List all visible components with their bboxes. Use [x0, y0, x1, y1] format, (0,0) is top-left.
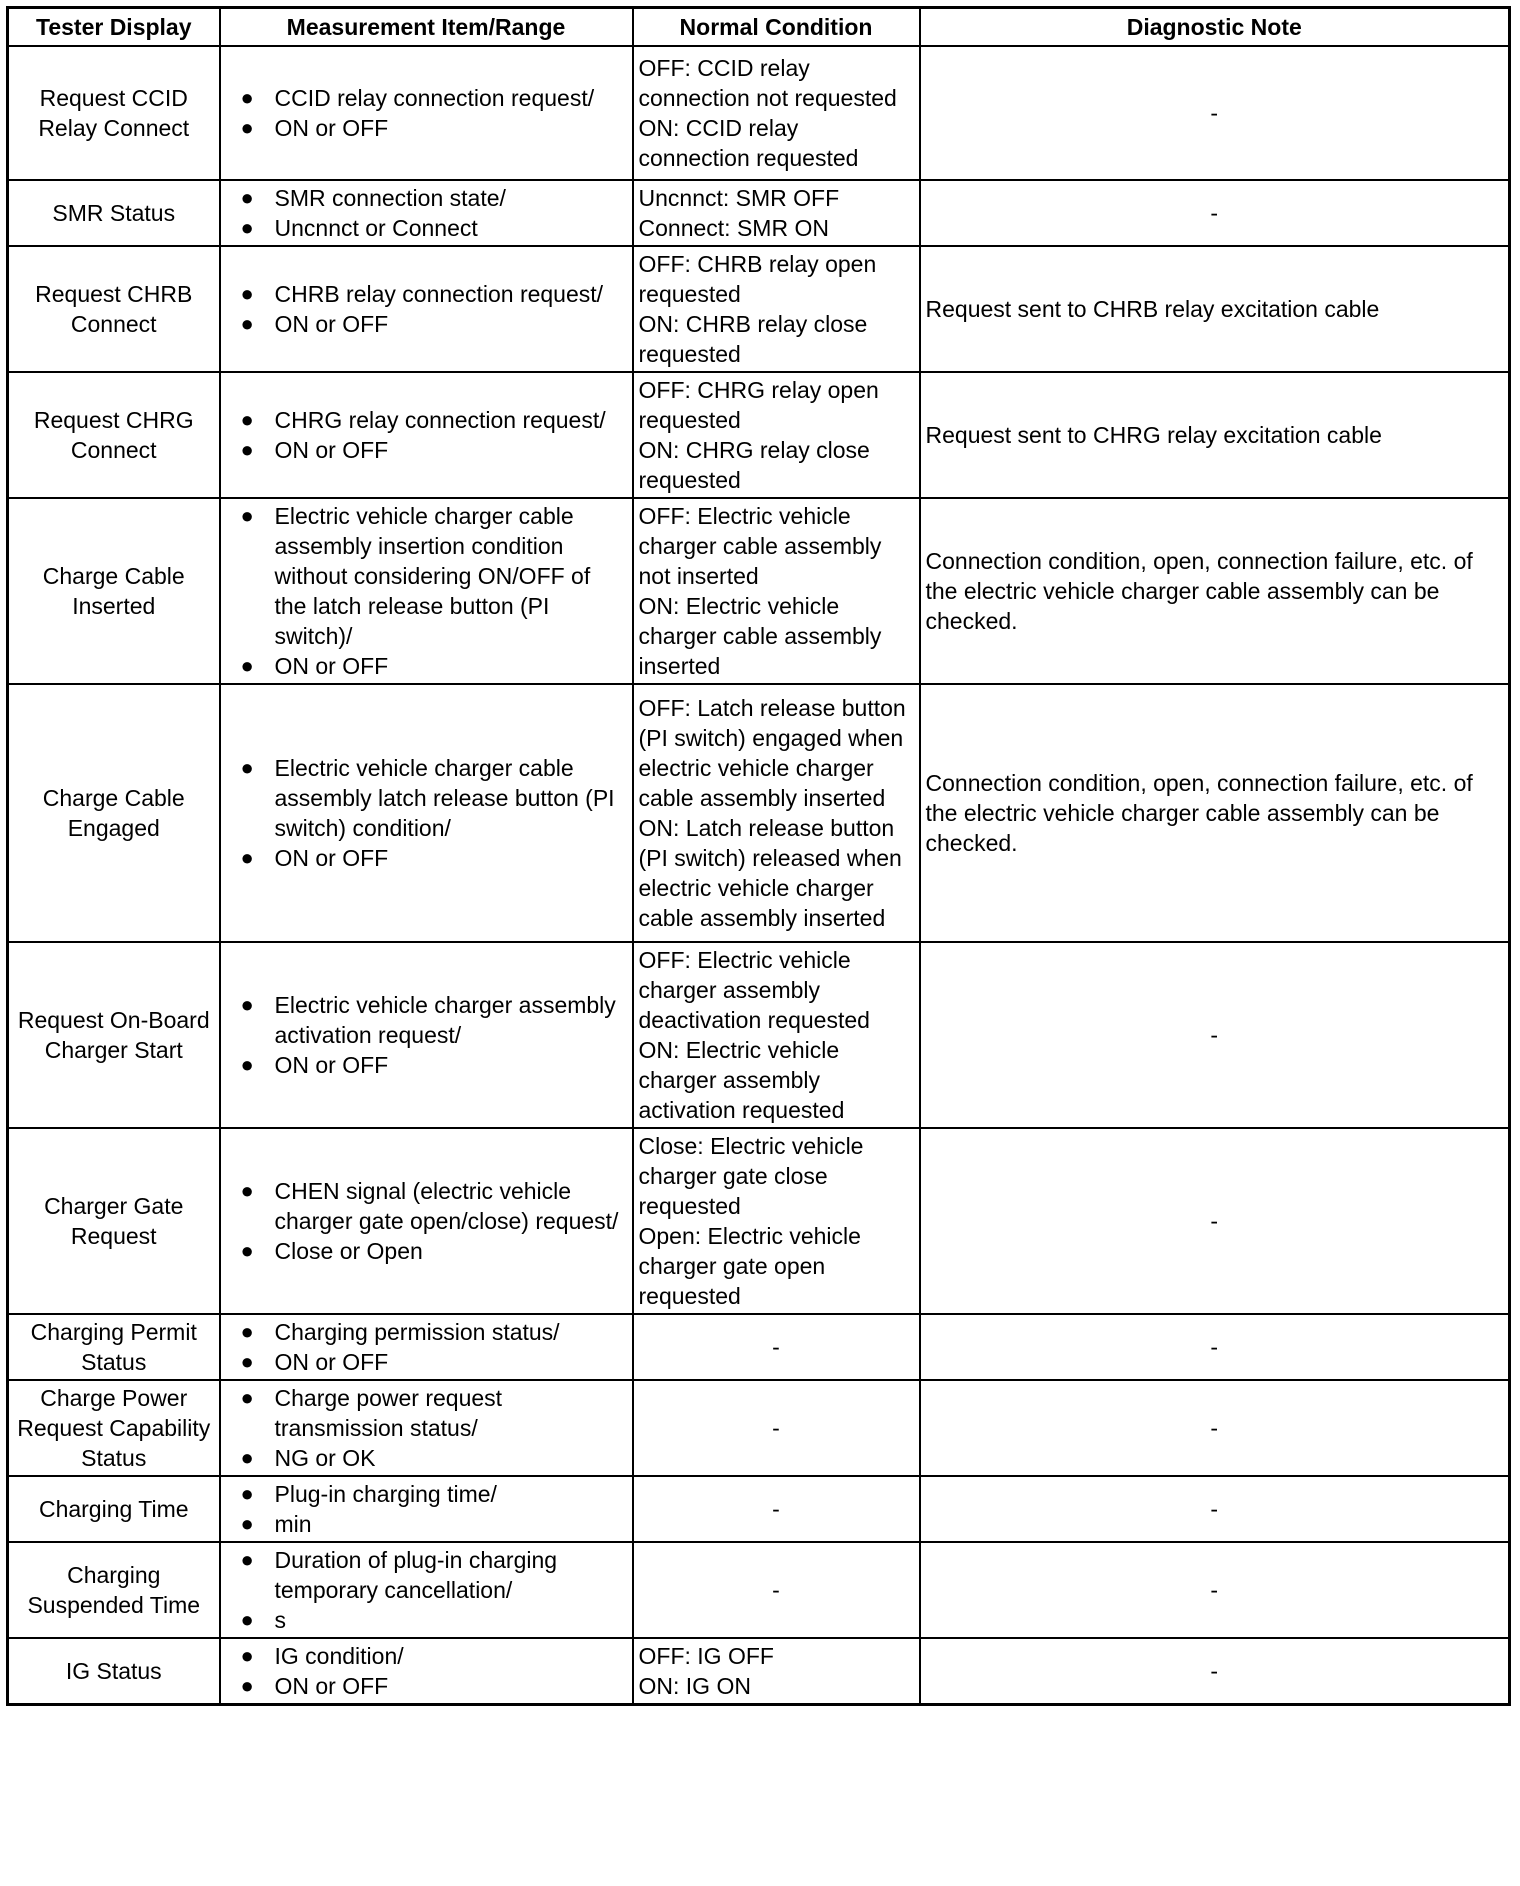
measurement-bullet-item: [241, 990, 626, 1050]
bullet-icon: ●: [240, 85, 254, 110]
table-row: [8, 1314, 1510, 1380]
cell-measurement-item-range: [220, 684, 633, 942]
measurement-bullet-item: [241, 1605, 626, 1635]
measurement-bullet-list: [241, 183, 626, 243]
cell-diagnostic-note: -: [920, 1542, 1510, 1638]
cell-diagnostic-note: Request sent to CHRG relay excitation cable: [920, 372, 1510, 498]
bullet-icon: ●: [240, 311, 254, 336]
table-row: [8, 498, 1510, 684]
measurement-bullet-item: [241, 1443, 626, 1473]
table-row: [8, 46, 1510, 180]
cell-measurement-item-range: [220, 372, 633, 498]
bullet-icon: ●: [240, 1178, 254, 1203]
bullet-icon: ●: [240, 845, 254, 870]
measurement-bullet-list: [241, 753, 626, 873]
measurement-bullet-item: [241, 1050, 626, 1080]
table-row: [8, 1542, 1510, 1638]
bullet-icon: ●: [240, 1052, 254, 1077]
measurement-bullet-list: [241, 1176, 626, 1266]
measurement-text: ON or OFF: [274, 311, 389, 337]
measurement-bullet-list: [241, 83, 626, 143]
cell-normal-condition: OFF: CHRB relay open requested ON: CHRB relay close requested: [633, 246, 920, 372]
bullet-icon: ●: [240, 437, 254, 462]
cell-normal-condition: OFF: CCID relay connection not requested ON: CCID relay connection requested: [633, 46, 920, 180]
bullet-icon: ●: [240, 407, 254, 432]
bullet-icon: ●: [240, 1607, 254, 1632]
measurement-bullet-item: [241, 651, 626, 681]
measurement-bullet-item: [241, 1641, 626, 1671]
measurement-text: CHRB relay connection request/: [274, 281, 604, 307]
cell-diagnostic-note: -: [920, 1128, 1510, 1314]
measurement-bullet-item: [241, 1671, 626, 1701]
bullet-icon: ●: [240, 1385, 254, 1410]
measurement-text: CHEN signal (electric vehicle charger gate open/close) request/: [274, 1178, 619, 1234]
cell-diagnostic-note: Request sent to CHRB relay excitation cable: [920, 246, 1510, 372]
table-row: [8, 180, 1510, 246]
measurement-bullet-list: [241, 1641, 626, 1701]
cell-normal-condition: OFF: Latch release button (PI switch) engaged when electric vehicle charger cable assembly inserted ON: Latch release button (PI switch) released when electric vehicle charger cable assembly inserted: [633, 684, 920, 942]
cell-measurement-item-range: [220, 1638, 633, 1705]
cell-measurement-item-range: [220, 46, 633, 180]
bullet-icon: ●: [240, 281, 254, 306]
cell-diagnostic-note: -: [920, 180, 1510, 246]
measurement-bullet-list: [241, 990, 626, 1080]
measurement-text: IG condition/: [274, 1643, 404, 1669]
measurement-text: ON or OFF: [274, 1052, 389, 1078]
measurement-text: Duration of plug-in charging temporary cancellation/: [274, 1547, 558, 1603]
measurement-text: CCID relay connection request/: [274, 85, 595, 111]
bullet-icon: ●: [240, 1511, 254, 1536]
measurement-bullet-item: [241, 113, 626, 143]
cell-measurement-item-range: [220, 1542, 633, 1638]
measurement-bullet-item: [241, 213, 626, 243]
bullet-icon: ●: [240, 1481, 254, 1506]
table-header-row: [8, 8, 1510, 47]
measurement-text: Uncnnct or Connect: [274, 215, 478, 241]
document-page: [6, 6, 1508, 1706]
bullet-icon: ●: [240, 1349, 254, 1374]
measurement-text: ON or OFF: [274, 845, 389, 871]
header-normal-condition: Normal Condition: [633, 8, 920, 47]
measurement-bullet-item: [241, 1236, 626, 1266]
measurement-bullet-list: [241, 1545, 626, 1635]
cell-diagnostic-note: -: [920, 1476, 1510, 1542]
cell-tester-display: Charge Cable Engaged: [8, 684, 220, 942]
cell-measurement-item-range: [220, 1314, 633, 1380]
cell-tester-display: SMR Status: [8, 180, 220, 246]
measurement-bullet-item: [241, 843, 626, 873]
cell-tester-display: Request CCID Relay Connect: [8, 46, 220, 180]
cell-normal-condition: OFF: CHRG relay open requested ON: CHRG relay close requested: [633, 372, 920, 498]
measurement-bullet-item: [241, 309, 626, 339]
cell-measurement-item-range: [220, 1128, 633, 1314]
cell-diagnostic-note: Connection condition, open, connection failure, etc. of the electric vehicle charger cable assembly can be checked.: [920, 498, 1510, 684]
measurement-text: Plug-in charging time/: [274, 1481, 497, 1507]
measurement-text: ON or OFF: [274, 115, 389, 141]
cell-tester-display: Request CHRG Connect: [8, 372, 220, 498]
measurement-text: Charging permission status/: [274, 1319, 560, 1345]
measurement-bullet-list: [241, 279, 626, 339]
measurement-bullet-item: [241, 501, 626, 651]
table-row: [8, 684, 1510, 942]
bullet-icon: ●: [240, 1238, 254, 1263]
measurement-text: ON or OFF: [274, 653, 389, 679]
measurement-text: ON or OFF: [274, 1673, 389, 1699]
cell-tester-display: Charging Time: [8, 1476, 220, 1542]
header-diagnostic-note: Diagnostic Note: [920, 8, 1510, 47]
cell-tester-display: Request On-Board Charger Start: [8, 942, 220, 1128]
measurement-bullet-item: [241, 1317, 626, 1347]
measurement-bullet-list: [241, 1383, 626, 1473]
table-row: [8, 942, 1510, 1128]
cell-normal-condition: Close: Electric vehicle charger gate close requested Open: Electric vehicle charger gate open requested: [633, 1128, 920, 1314]
measurement-bullet-item: [241, 753, 626, 843]
header-tester-display: Tester Display: [8, 8, 220, 47]
bullet-icon: ●: [240, 503, 254, 528]
cell-tester-display: IG Status: [8, 1638, 220, 1705]
measurement-text: ON or OFF: [274, 437, 389, 463]
bullet-icon: ●: [240, 1319, 254, 1344]
measurement-bullet-item: [241, 1383, 626, 1443]
cell-normal-condition: OFF: IG OFF ON: IG ON: [633, 1638, 920, 1705]
cell-diagnostic-note: -: [920, 1314, 1510, 1380]
measurement-bullet-item: [241, 1509, 626, 1539]
bullet-icon: ●: [240, 1673, 254, 1698]
data-list-table: [6, 6, 1511, 1706]
table-row: [8, 1476, 1510, 1542]
measurement-text: CHRG relay connection request/: [274, 407, 606, 433]
cell-tester-display: Charge Power Request Capability Status: [8, 1380, 220, 1476]
bullet-icon: ●: [240, 755, 254, 780]
cell-normal-condition: Uncnnct: SMR OFF Connect: SMR ON: [633, 180, 920, 246]
cell-tester-display: Charge Cable Inserted: [8, 498, 220, 684]
bullet-icon: ●: [240, 992, 254, 1017]
measurement-text: SMR connection state/: [274, 185, 506, 211]
cell-tester-display: Charger Gate Request: [8, 1128, 220, 1314]
cell-measurement-item-range: [220, 942, 633, 1128]
measurement-text: Electric vehicle charger assembly activation request/: [274, 992, 616, 1048]
table-row: [8, 246, 1510, 372]
measurement-text: Electric vehicle charger cable assembly insertion condition without considering ON/OFF of the latch release button (PI switch)/: [274, 503, 591, 649]
cell-tester-display: Charging Permit Status: [8, 1314, 220, 1380]
bullet-icon: ●: [240, 1547, 254, 1572]
cell-tester-display: Request CHRB Connect: [8, 246, 220, 372]
measurement-text: s: [274, 1607, 286, 1633]
cell-tester-display: Charging Suspended Time: [8, 1542, 220, 1638]
measurement-bullet-list: [241, 1479, 626, 1539]
cell-measurement-item-range: [220, 180, 633, 246]
cell-diagnostic-note: -: [920, 942, 1510, 1128]
header-measurement-item-range: Measurement Item/Range: [220, 8, 633, 47]
bullet-icon: ●: [240, 653, 254, 678]
cell-measurement-item-range: [220, 1476, 633, 1542]
measurement-text: Electric vehicle charger cable assembly latch release button (PI switch) condition/: [274, 755, 615, 841]
bullet-icon: ●: [240, 1643, 254, 1668]
measurement-bullet-item: [241, 83, 626, 113]
cell-diagnostic-note: -: [920, 1638, 1510, 1705]
measurement-bullet-list: [241, 501, 626, 681]
table-row: [8, 1128, 1510, 1314]
cell-measurement-item-range: [220, 1380, 633, 1476]
table-row: [8, 1380, 1510, 1476]
measurement-text: Close or Open: [274, 1238, 423, 1264]
cell-normal-condition: -: [633, 1476, 920, 1542]
measurement-bullet-list: [241, 405, 626, 465]
bullet-icon: ●: [240, 215, 254, 240]
measurement-bullet-item: [241, 1347, 626, 1377]
cell-normal-condition: -: [633, 1380, 920, 1476]
table-row: [8, 1638, 1510, 1705]
measurement-text: ON or OFF: [274, 1349, 389, 1375]
cell-normal-condition: -: [633, 1542, 920, 1638]
cell-diagnostic-note: -: [920, 1380, 1510, 1476]
table-row: [8, 372, 1510, 498]
measurement-text: Charge power request transmission status/: [274, 1385, 503, 1441]
table-body: [8, 46, 1510, 1705]
cell-diagnostic-note: Connection condition, open, connection failure, etc. of the electric vehicle charger cable assembly can be checked.: [920, 684, 1510, 942]
measurement-bullet-list: [241, 1317, 626, 1377]
measurement-bullet-item: [241, 183, 626, 213]
cell-normal-condition: -: [633, 1314, 920, 1380]
bullet-icon: ●: [240, 1445, 254, 1470]
measurement-text: min: [274, 1511, 312, 1537]
bullet-icon: ●: [240, 185, 254, 210]
measurement-bullet-item: [241, 279, 626, 309]
cell-diagnostic-note: -: [920, 46, 1510, 180]
measurement-bullet-item: [241, 405, 626, 435]
cell-normal-condition: OFF: Electric vehicle charger assembly deactivation requested ON: Electric vehicle charger assembly activation requested: [633, 942, 920, 1128]
cell-normal-condition: OFF: Electric vehicle charger cable assembly not inserted ON: Electric vehicle charger cable assembly inserted: [633, 498, 920, 684]
measurement-bullet-item: [241, 1545, 626, 1605]
measurement-bullet-item: [241, 435, 626, 465]
bullet-icon: ●: [240, 115, 254, 140]
measurement-bullet-item: [241, 1176, 626, 1236]
cell-measurement-item-range: [220, 246, 633, 372]
measurement-text: NG or OK: [274, 1445, 376, 1471]
cell-measurement-item-range: [220, 498, 633, 684]
measurement-bullet-item: [241, 1479, 626, 1509]
